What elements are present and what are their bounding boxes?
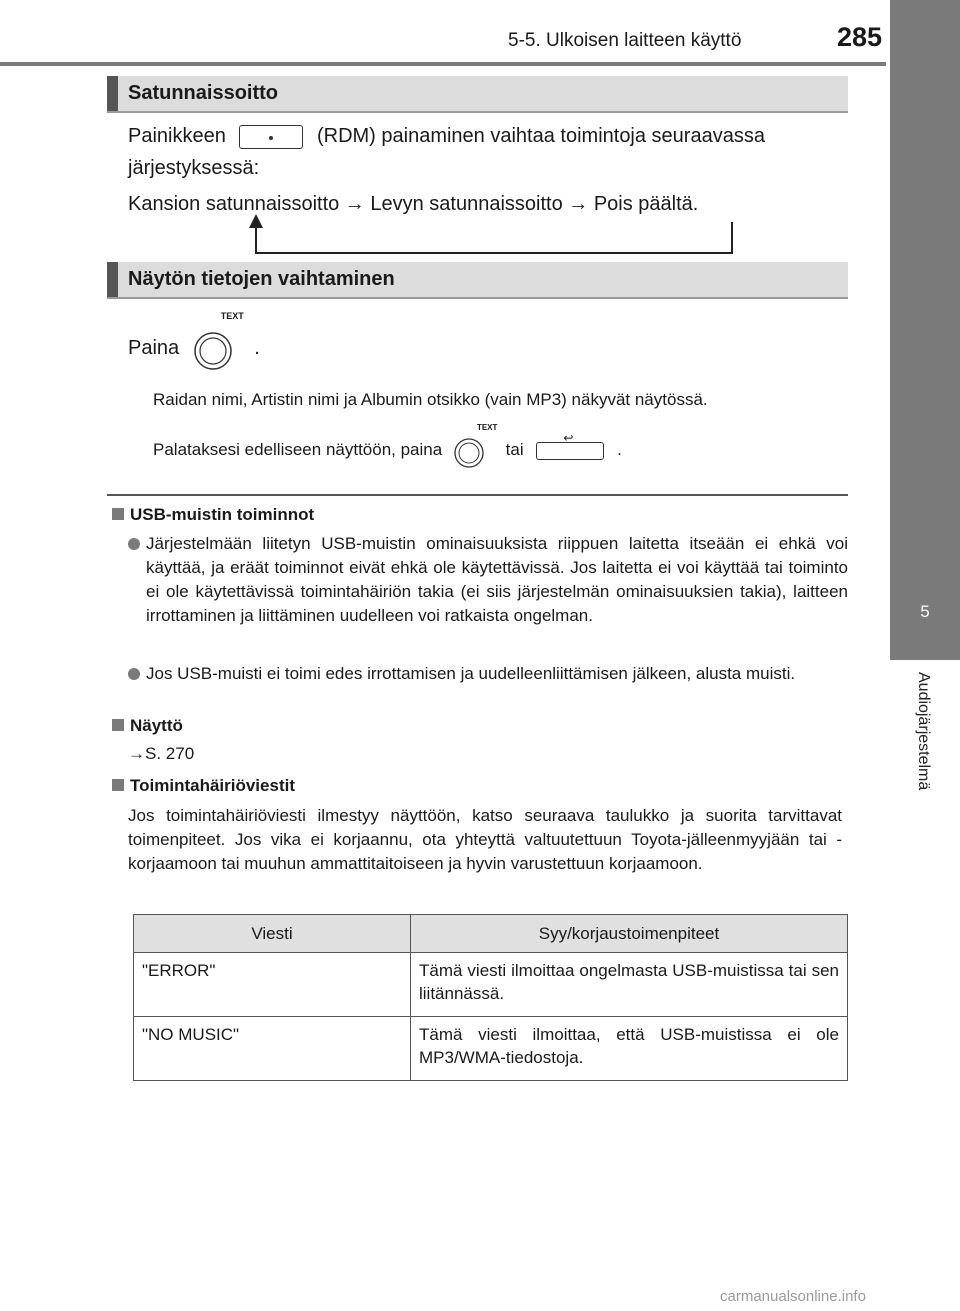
square-bullet-icon [112,779,124,791]
usb-bullet-1: Järjestelmään liitetyn USB-muistin ominaisuuksista riippuen laitetta itseään ei ehkä voi käyttää, ja eräät toiminnot eivät ehkä ole käytettävissä. Jos laitetta ei voi käyttää tai toiminto ei ole käytettävissä toimintahäiriön takia (ei siis järjestelmän ominaisuuksien takia), laitteen irrottaminen ja liittäminen uudelleen voi ratkaista ongelman. [128,532,848,628]
usb-heading: USB-muistin toiminnot [112,505,314,525]
header-rule [0,62,886,66]
text-knob-icon: TEXT [451,433,497,469]
display-heading: Näyttö [112,716,183,736]
text-knob-icon: TEXT [191,327,247,371]
chapter-label-box [890,664,960,844]
table-header-cell: Syy/korjaustoimenpiteet [411,915,848,953]
back-instruction: Palataksesi edelliseen näyttöön, paina TEXT tai ↩ . [153,430,622,470]
press-text-line: Paina TEXT . [128,326,260,370]
table-cell-message: "ERROR" [134,953,411,1017]
table-cell-message: "NO MUSIC" [134,1017,411,1081]
round-bullet-icon [128,668,140,680]
square-bullet-icon [112,719,124,731]
footer-watermark: carmanualsonline.info [720,1288,866,1305]
section-title: 5-5. Ulkoisen laitteen käyttö [508,30,742,51]
display-info-text: Raidan nimi, Artistin nimi ja Albumin otsikko (vain MP3) näkyvät näytössä. [153,390,708,409]
back-button-icon: ↩ [536,442,604,460]
round-bullet-icon [128,538,140,550]
square-bullet-icon [112,508,124,520]
table-cell-cause: Tämä viesti ilmoittaa ongelmasta USB-muistissa tai sen liitännässä. [411,953,848,1017]
error-message-table [133,914,848,1081]
section-heading: Näytön tietojen vaihtaminen [128,268,395,290]
errors-heading: Toimintahäiriöviestit [112,776,295,796]
random-sequence: Kansion satunnaissoitto → Levyn satunnaissoitto → Pois päältä. [128,193,699,215]
table-header-row [134,915,848,953]
page-number: 285 [836,22,882,52]
rdm-button-icon [239,125,303,149]
random-line-1: Painikkeen (RDM) painaminen vaihtaa toimintoja seuraavassa [128,125,765,147]
usb-bullet-2: Jos USB-muisti ei toimi edes irrottamisen ja uudelleenliittämisen jälkeen, alusta muisti. [128,662,848,686]
table-header-cell: Viesti [134,915,411,953]
display-page-reference: →S. 270 [128,744,195,763]
loop-arrow-line [255,222,733,254]
chapter-label: Audiojärjestelmä [915,672,932,791]
errors-paragraph: Jos toimintahäiriöviesti ilmestyy näyttöön, katso seuraava taulukko ja suorita tarvittavat toimenpiteet. Jos vika ei korjaannu, ota yhteyttä valtuutettuun Toyota-jälleenmyyjään tai -korjaamoon tai muuhun ammattitaitoiseen ja hyvin varustettuun korjaamoon. [128,806,842,873]
chapter-number: 5 [920,602,930,621]
section-divider [107,494,848,496]
table-row [134,953,848,1017]
section-display-switch [107,262,848,299]
loop-arrow-head [249,214,263,228]
random-line-2: järjestyksessä: [128,157,260,179]
side-tab-top [890,0,960,230]
table-cell-cause: Tämä viesti ilmoittaa, että USB-muistissa ei ole MP3/WMA-tiedostoja. [411,1017,848,1081]
table-row [134,1017,848,1081]
section-heading: Satunnaissoitto [128,82,279,104]
chapter-tab [890,230,960,660]
section-random-play [107,76,848,113]
